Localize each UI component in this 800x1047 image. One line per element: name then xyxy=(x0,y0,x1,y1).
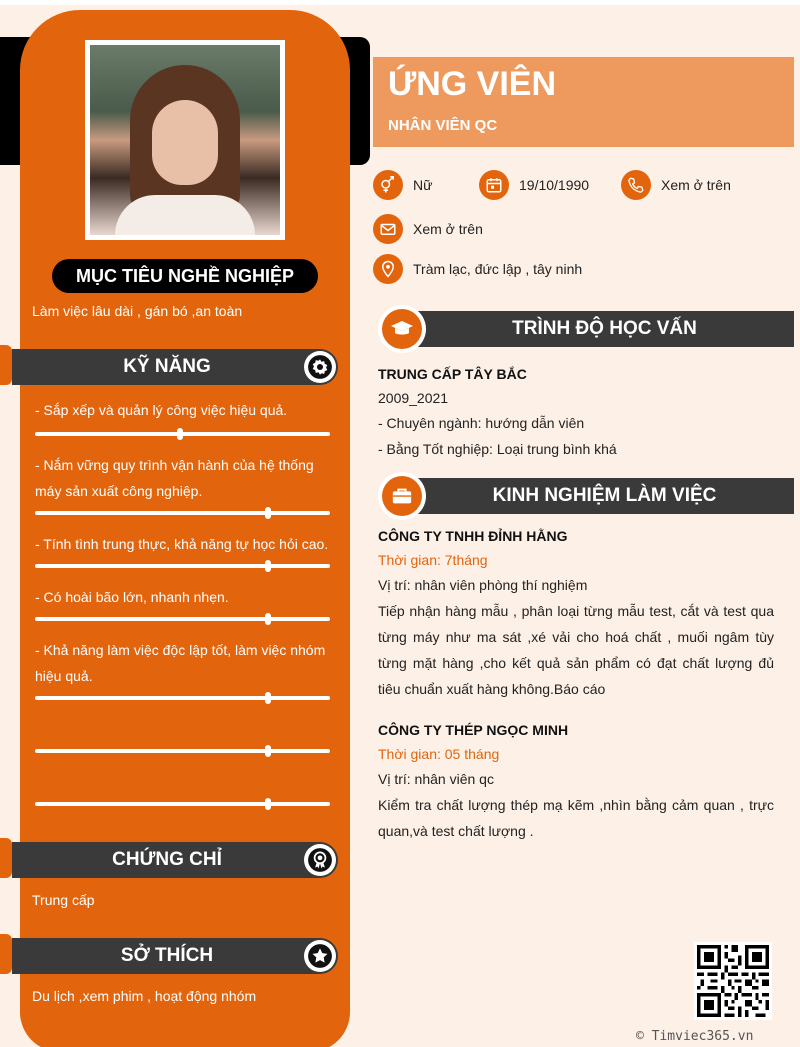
career-goal-heading: MỤC TIÊU NGHỀ NGHIỆP xyxy=(52,259,318,293)
job-description: Tiếp nhận hàng mẫu , phân loại từng mẫu test, cắt và test qua từng máy như ma sát ,xé vải cho hoá chất , muối ngâm tùy từng mặt hàng ,cho kết quả sản phẩm có đạt chất lượng đủ tiêu chuẩn xuất hàng không.Báo cáo xyxy=(378,603,774,697)
experience-heading-bar xyxy=(395,478,794,514)
skill-item: - Có hoài bão lớn, nhanh nhẹn. xyxy=(35,589,229,605)
side-tick xyxy=(0,345,12,385)
job-duration: Thời gian: 05 tháng xyxy=(378,746,500,762)
briefcase-icon xyxy=(378,472,426,520)
certificates-heading-bar xyxy=(12,842,338,878)
qr-code xyxy=(694,942,772,1020)
address-value: Tràm lạc, đức lập , tây ninh xyxy=(413,261,583,277)
skill-level-bar xyxy=(35,564,330,568)
skills-heading-bar xyxy=(12,349,338,385)
star-icon xyxy=(304,940,336,972)
email-value: Xem ở trên xyxy=(413,221,483,237)
skill-level-bar xyxy=(35,432,330,436)
school-period: 2009_2021 xyxy=(378,390,449,406)
avatar xyxy=(90,45,280,235)
location-pin-icon xyxy=(373,254,403,284)
skill-level-bar xyxy=(35,511,330,515)
skill-level-bar xyxy=(35,802,330,806)
skill-level-bar xyxy=(35,696,330,700)
job-position: Vị trí: nhân viên qc xyxy=(378,771,494,787)
company-name: CÔNG TY THÉP NGỌC MINH xyxy=(378,722,569,738)
skills-heading: KỸ NĂNG xyxy=(123,356,211,377)
school-grade: - Bằng Tốt nghiệp: Loại trung bình khá xyxy=(378,441,617,457)
name-banner xyxy=(373,57,794,147)
calendar-icon xyxy=(479,170,509,200)
email-icon xyxy=(373,214,403,244)
graduation-cap-icon xyxy=(378,305,426,353)
birthdate-value: 19/10/1990 xyxy=(519,177,590,193)
gear-icon xyxy=(304,351,336,383)
phone-value: Xem ở trên xyxy=(661,177,731,193)
footer-credit: © Timviec365.vn xyxy=(636,1029,754,1044)
gender-value: Nữ xyxy=(413,177,433,193)
candidate-name: ỨNG VIÊN xyxy=(388,65,557,103)
side-tick xyxy=(0,838,12,878)
skill-item: - Sắp xếp và quản lý công việc hiệu quả. xyxy=(35,402,288,418)
hobbies-text: Du lịch ,xem phim , hoạt động nhóm xyxy=(32,988,257,1004)
skill-item: - Khả năng làm việc độc lập tốt, làm việc nhóm hiệu quả. xyxy=(35,642,326,684)
skill-item: - Nắm vững quy trình vận hành của hệ thống máy sản xuất công nghiệp. xyxy=(35,457,314,499)
job-duration: Thời gian: 7tháng xyxy=(378,552,488,568)
skill-level-bar xyxy=(35,749,330,753)
skill-item: - Tính tình trung thực, khả năng tự học hỏi cao. xyxy=(35,536,329,552)
hobbies-heading-bar xyxy=(12,938,338,974)
job-position: Vị trí: nhân viên phòng thí nghiệm xyxy=(378,577,588,593)
phone-icon xyxy=(621,170,651,200)
school-name: TRUNG CẤP TÂY BẮC xyxy=(378,366,527,382)
education-heading-bar xyxy=(395,311,794,347)
resume-page xyxy=(0,5,800,1047)
profile-photo xyxy=(85,40,285,240)
experience-heading: KINH NGHIỆM LÀM VIỆC xyxy=(492,485,717,506)
medal-icon xyxy=(304,844,336,876)
side-tick xyxy=(0,934,12,974)
skill-level-bar xyxy=(35,617,330,621)
certificates-heading: CHỨNG CHỈ xyxy=(112,849,222,870)
school-major: - Chuyên ngành: hướng dẫn viên xyxy=(378,415,585,431)
job-title: NHÂN VIÊN QC xyxy=(388,117,498,134)
certificates-text: Trung cấp xyxy=(32,892,95,908)
career-goal-text: Làm việc lâu dài , gán bó ,an toàn xyxy=(32,303,243,319)
education-heading: TRÌNH ĐỘ HỌC VẤN xyxy=(512,318,697,339)
gender-icon xyxy=(373,170,403,200)
hobbies-heading: SỞ THÍCH xyxy=(120,945,214,966)
job-description: Kiểm tra chất lượng thép mạ kẽm ,nhìn bằng cảm quan , trực quan,và test chất lượng . xyxy=(378,797,774,839)
company-name: CÔNG TY TNHH ĐỈNH HẰNG xyxy=(378,528,568,544)
